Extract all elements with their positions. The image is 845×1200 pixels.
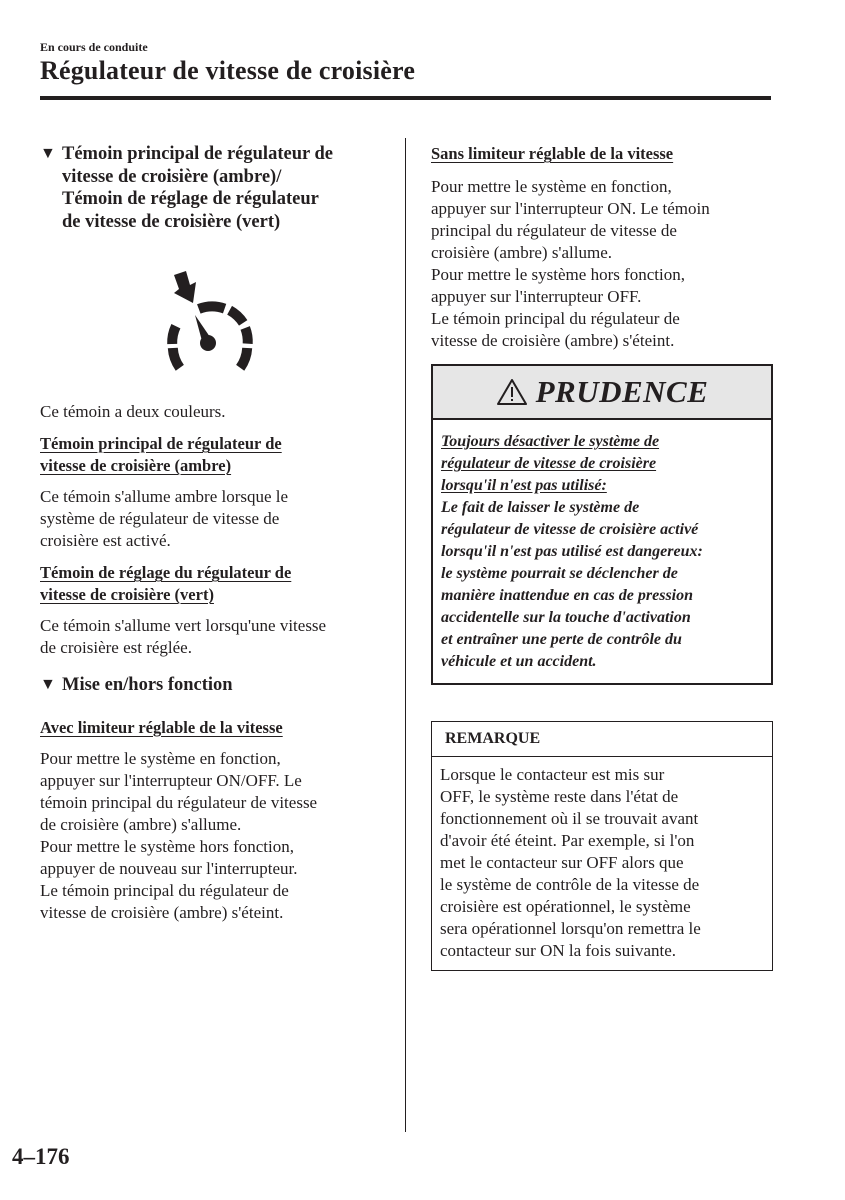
warning-triangle-icon: [496, 378, 528, 406]
indicator-heading-text: Témoin principal de régulateur de vitesse de croisière (ambre)/ Témoin de réglage de régulateur de vitesse de croisière (vert): [62, 144, 333, 232]
without-limiter-subheading: Sans limiteur réglable de la vitesse: [431, 144, 674, 163]
right-column: [431, 143, 776, 971]
page-title: Régulateur de vitesse de croisière: [40, 56, 416, 85]
caution-body: [433, 420, 771, 683]
note-box: [431, 721, 773, 971]
with-limiter-text: Pour mettre le système en fonction, appuyer sur l'interrupteur ON/OFF. Le témoin principal du régulateur de vitesse de croisière (ambre) s'allume. Pour mettre le système hors fonction, appuyer de nouveau sur l'interrupteur. Le témoin principal du régulateur de vitesse de croisière (ambre) s'éteint.: [40, 748, 318, 922]
column-divider: [405, 138, 406, 1132]
on-off-heading: [40, 674, 385, 697]
left-column: [40, 143, 385, 924]
triangle-bullet-icon: ▼: [40, 676, 56, 693]
caution-title: PRUDENCE: [535, 374, 709, 409]
with-limiter-subheading: Avec limiteur réglable de la vitesse: [40, 717, 283, 737]
caution-box: [431, 364, 773, 685]
note-text: Lorsque le contacteur est mis sur OFF, le système reste dans l'état de fonctionnement où il se trouvait avant d'avoir été éteint. Par exemple, si l'on met le contacteur sur OFF alors que le système de contrôle de la vitesse de croisière est opérationnel, le système sera opérationnel lorsqu'on remettra le contacteur sur ON la fois suivante.: [440, 765, 701, 960]
section-label: En cours de conduite: [40, 40, 148, 54]
intro-text: Ce témoin a deux couleurs.: [40, 402, 226, 421]
green-indicator-subheading: Témoin de réglage du régulateur de vitesse de croisière (vert): [40, 563, 292, 604]
amber-indicator-text: Ce témoin s'allume ambre lorsque le système de régulateur de vitesse de croisière est activé.: [40, 487, 289, 550]
indicator-heading: [40, 143, 385, 233]
amber-indicator-subheading: Témoin principal de régulateur de vitesse de croisière (ambre): [40, 434, 282, 475]
triangle-bullet-icon: ▼: [40, 145, 56, 162]
note-title: REMARQUE: [432, 722, 772, 757]
on-off-heading-text: Mise en/hors fonction: [62, 675, 233, 695]
green-indicator-text: Ce témoin s'allume vert lorsqu'une vitesse de croisière est réglée.: [40, 616, 327, 657]
title-rule: [40, 96, 771, 100]
caution-subheading: Toujours désactiver le système de régulateur de vitesse de croisière lorsqu'il n'est pas utilisé:: [441, 433, 660, 494]
without-limiter-text: Pour mettre le système en fonction, appuyer sur l'interrupteur ON. Le témoin principal du régulateur de vitesse de croisière (ambre) s'allume. Pour mettre le système hors fonction, appuyer sur l'interrupteur OFF. Le témoin principal du régulateur de vitesse de croisière (ambre) s'éteint.: [431, 177, 710, 350]
caution-header: [433, 366, 771, 420]
page-number: 4–176: [12, 1144, 70, 1169]
cruise-control-indicator-icon: [40, 271, 385, 383]
caution-text: Le fait de laisser le système de régulateur de vitesse de croisière activé lorsqu'il n'est pas utilisé est dangereux: le système pourrait se déclencher de manière inattendue en cas de pression accidentelle sur la touche d'activation et entraîner une perte de contrôle du véhicule et un accident.: [441, 499, 703, 670]
